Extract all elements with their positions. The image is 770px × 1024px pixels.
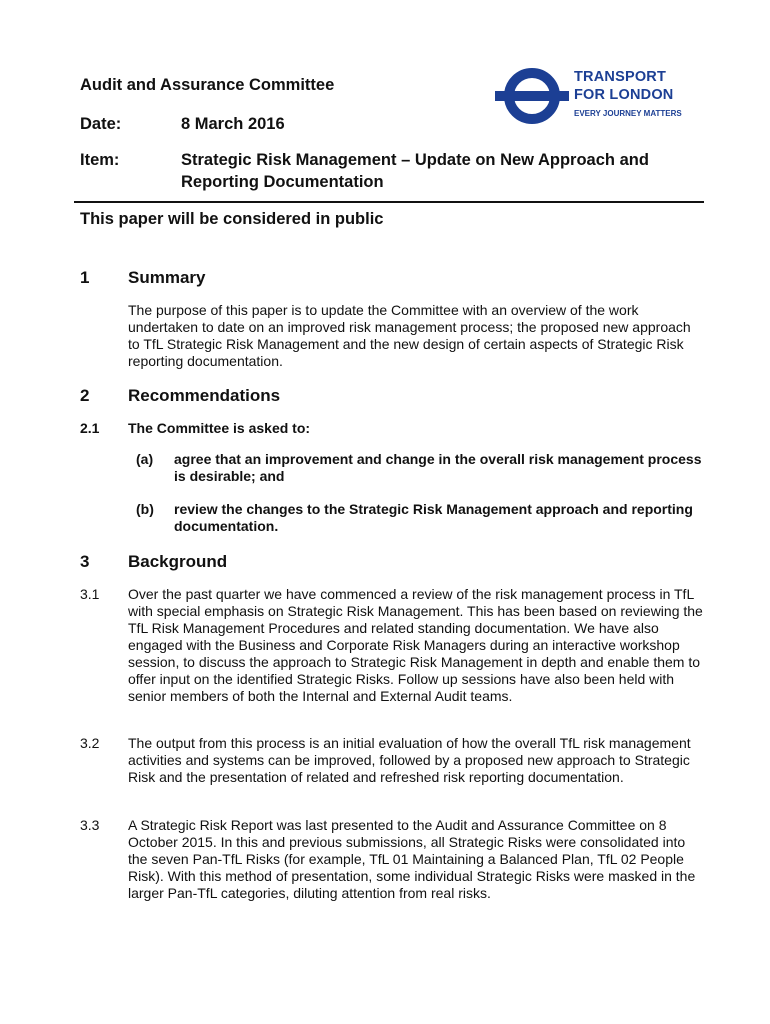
paragraph-3-1-text: Over the past quarter we have commenced a review of the risk management process in TfL with special emphasis on Strategic Risk Management. This has been based on reviewing the TfL Risk Management Procedures and related standing documentation. We have also engaged with the Business and Corporate Risk Managers during an interactive workshop session, to discuss the approach to Strategic Risk Management in depth and enable them to offer input on the identified Strategic Risks. Follow up sessions have also been held with senior members of both the Internal and External Audit teams. — [128, 586, 703, 704]
summary-paragraph: The purpose of this paper is to update the Committee with an overview of the work undertaken to date on an improved risk management process; the proposed new approach to TfL Strategic Risk Management and the new design of certain aspects of Strategic Risk reporting documentation. — [128, 302, 691, 369]
paragraph-2-1-number: 2.1 — [80, 420, 100, 436]
section-1-number: 1 — [80, 268, 90, 287]
section-3-number: 3 — [80, 552, 90, 571]
item-label: Item: — [80, 151, 120, 169]
section-1-title: Summary — [128, 268, 206, 287]
logo-tagline: EVERY JOURNEY MATTERS — [574, 109, 682, 118]
tfl-logo — [494, 66, 694, 126]
logo-line-2: FOR LONDON — [574, 87, 674, 103]
recommendation-a-text: agree that an improvement and change in the overall risk management process is desirable; and — [174, 451, 702, 484]
paragraph-3-2-number: 3.2 — [80, 735, 100, 751]
item-value: Strategic Risk Management – Update on New Approach and Reporting Documentation — [181, 151, 649, 191]
paragraph-3-3-text: A Strategic Risk Report was last presented to the Audit and Assurance Committee on 8 October 2015. In this and previous submissions, all Strategic Risks were consolidated into the seven Pan-TfL Risks (for example, TfL 01 Maintaining a Balanced Plan, TfL 02 People Risk). With this method of presentation, some individual Strategic Risks were masked in the larger Pan-TfL categories, diluting attention from real risks. — [128, 817, 696, 901]
recommendation-b-letter: (b) — [136, 501, 154, 517]
committee-name: Audit and Assurance Committee — [80, 76, 335, 94]
section-2-title: Recommendations — [128, 386, 281, 405]
paragraph-2-1-text: The Committee is asked to: — [128, 420, 311, 436]
public-notice: This paper will be considered in public — [80, 210, 384, 228]
paragraph-3-2-text: The output from this process is an initial evaluation of how the overall TfL risk management activities and systems can be improved, followed by a proposed new approach to Strategic Risk and the presentation of related and refreshed risk reporting documentation. — [128, 735, 691, 785]
header-divider — [74, 201, 704, 203]
recommendation-b-text: review the changes to the Strategic Risk Management approach and reporting documentation. — [174, 501, 693, 534]
logo-line-1: TRANSPORT — [574, 69, 667, 85]
paragraph-3-1-number: 3.1 — [80, 586, 100, 602]
section-2-number: 2 — [80, 386, 90, 405]
paragraph-3-3-number: 3.3 — [80, 817, 100, 833]
date-value: 8 March 2016 — [181, 115, 285, 133]
section-3-title: Background — [128, 552, 228, 571]
date-label: Date: — [80, 115, 122, 133]
recommendation-a-letter: (a) — [136, 451, 154, 467]
roundel-icon — [494, 66, 570, 126]
